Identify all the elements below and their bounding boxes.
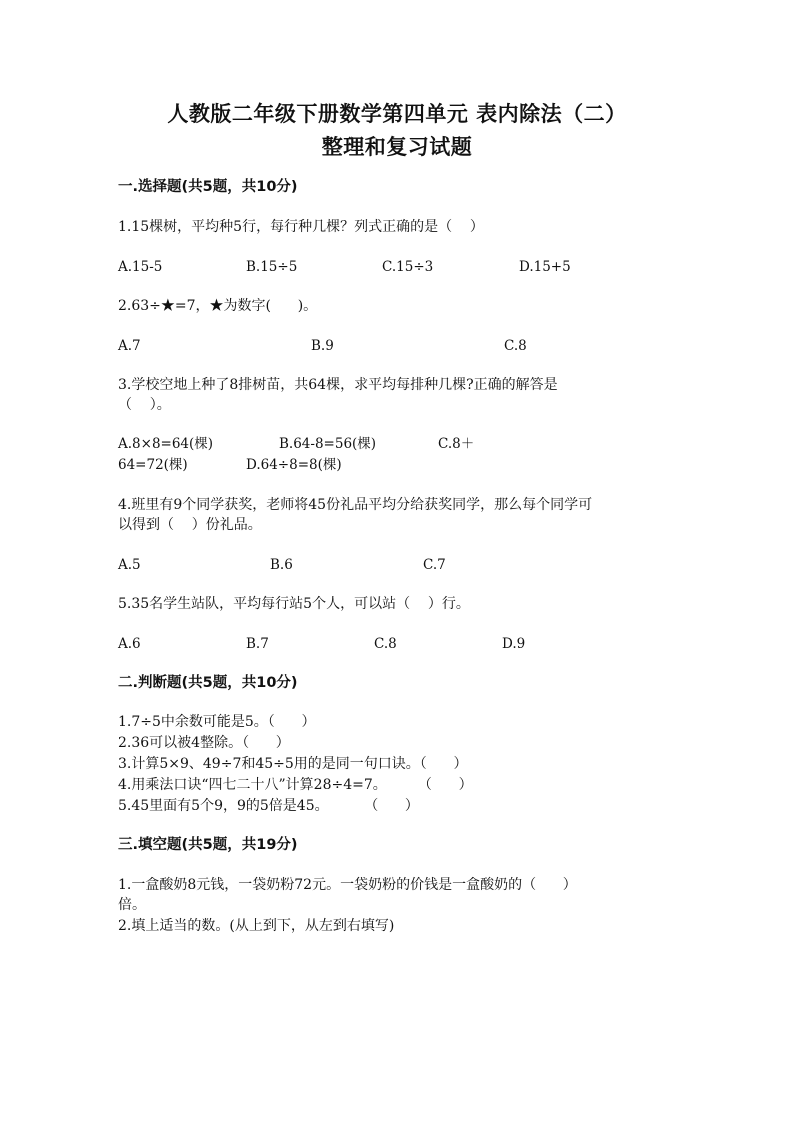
fill-question-1-line1: 1.一盒酸奶8元钱，一袋奶粉72元。一袋奶粉的价钱是一盒酸奶的（ ） [118,877,577,893]
q1-option-a: A.15-5 [118,259,163,275]
page-subtitle: 整理和复习试题 [321,135,473,159]
section-heading-fill: 三.填空题(共5题，共19分) [118,837,298,853]
judge-item: 1.7÷5中余数可能是5。（ ） [118,714,316,730]
question-1-text: 1.15棵树，平均种5行，每行种几棵？列式正确的是（ ） [118,219,484,235]
q5-option-a: A.6 [118,636,141,652]
q3-option-c: C.8＋ [438,436,475,452]
section-heading-judge: 二.判断题(共5题，共10分) [118,675,298,691]
q4-option-a: A.5 [118,557,141,573]
q3-option-b: B.64-8=56(棵) [279,436,377,452]
q5-option-d: D.9 [502,636,526,652]
question-4-text-line2: 以得到（ ）份礼品。 [118,517,262,533]
q5-option-b: B.7 [246,636,269,652]
q1-option-b: B.15÷5 [246,259,298,275]
section-heading-choice: 一.选择题(共5题，共10分) [118,179,298,195]
q2-option-a: A.7 [118,338,141,354]
judge-item: 5.45里面有5个9，9的5倍是45。 （ ） [118,798,419,814]
q1-option-d: D.15+5 [519,259,571,275]
question-3-text-line2: （ ）。 [118,397,171,413]
judge-item: 3.计算5×9、49÷7和45÷5用的是同一句口诀。（ ） [118,756,468,772]
q4-option-b: B.6 [270,557,293,573]
question-2-text: 2.63÷★=7，★为数字( )。 [118,298,318,314]
q3-option-a: A.8×8=64(棵) [118,436,214,452]
page-title: 人教版二年级下册数学第四单元 表内除法（二） [167,102,627,126]
q3-option-d: D.64÷8=8(棵) [246,457,342,473]
judge-item: 4.用乘法口诀“四七二十八”计算28÷4=7。 （ ） [118,777,473,793]
fill-question-1-line2: 倍。 [118,897,146,913]
q3-option-c-cont: 64=72(棵) [118,457,188,473]
q4-option-c: C.7 [423,557,446,573]
q5-option-c: C.8 [374,636,397,652]
q2-option-c: C.8 [504,338,527,354]
fill-question-2: 2.填上适当的数。(从上到下，从左到右填写) [118,918,395,934]
judge-item: 2.36可以被4整除。（ ） [118,735,290,751]
question-5-text: 5.35名学生站队，平均每行站5个人，可以站（ ）行。 [118,596,470,612]
question-3-text-line1: 3.学校空地上种了8排树苗，共64棵，求平均每排种几棵?正确的解答是 [118,377,558,393]
q1-option-c: C.15÷3 [382,259,434,275]
q2-option-b: B.9 [311,338,334,354]
question-4-text-line1: 4.班里有9个同学获奖，老师将45份礼品平均分给获奖同学，那么每个同学可 [118,497,593,513]
